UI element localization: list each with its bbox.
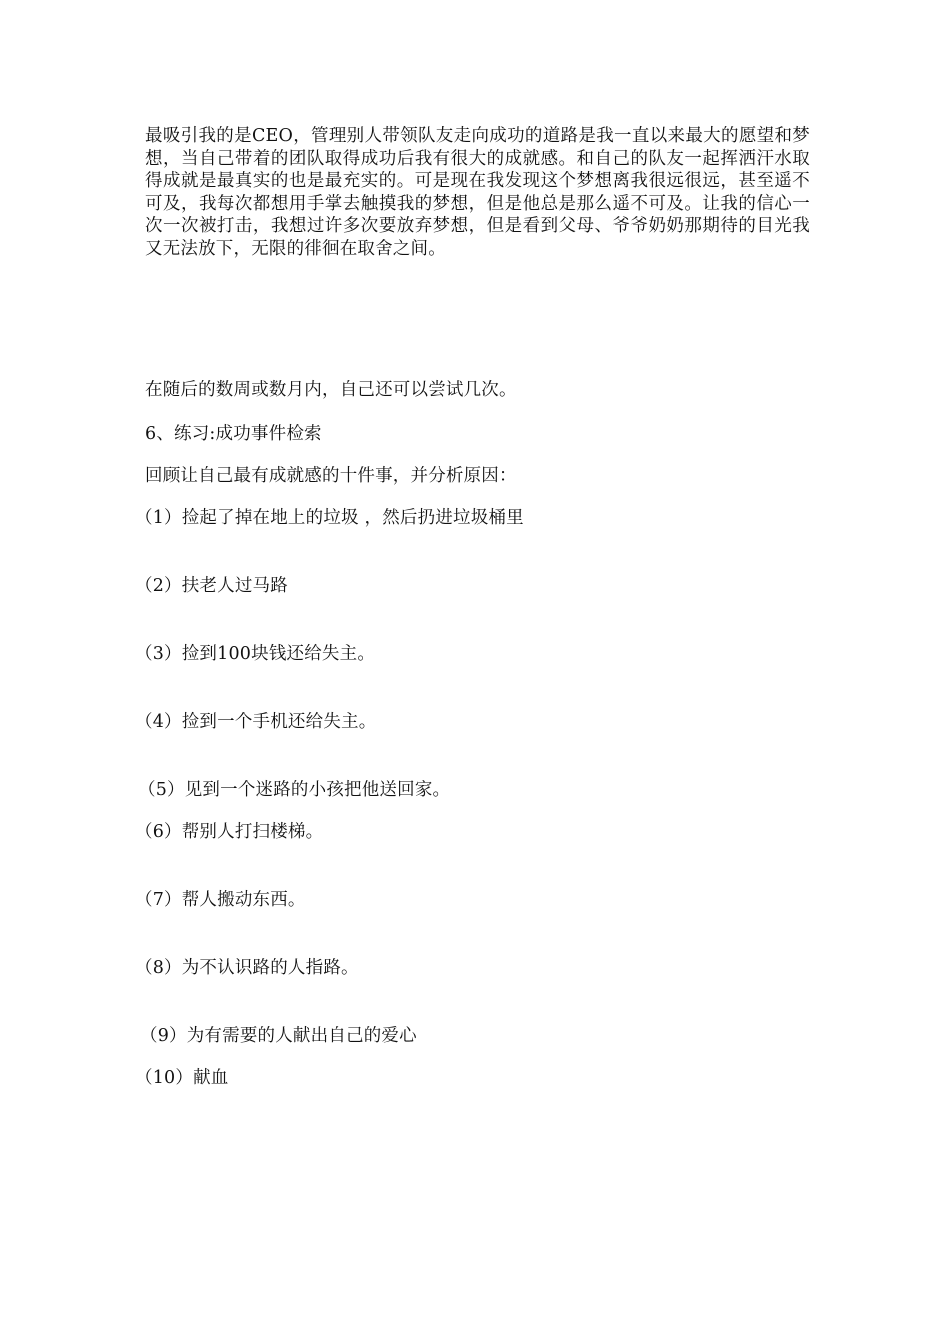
list-item-8: （8）为不认识路的人指路。: [135, 958, 359, 978]
list-item-10: （10）献血: [135, 1068, 229, 1088]
exercise-prompt: 回顾让自己最有成就感的十件事，并分析原因：: [145, 466, 517, 486]
list-item-5: （5）见到一个迷路的小孩把他送回家。: [138, 780, 451, 800]
list-item-6: （6）帮别人打扫楼梯。: [135, 822, 324, 842]
list-item-1: （1）捡起了掉在地上的垃圾 ，然后扔进垃圾桶里: [135, 508, 524, 528]
list-item-9: （9）为有需要的人献出自己的爱心: [140, 1026, 417, 1046]
list-item-4: （4）捡到一个手机还给失主。: [135, 712, 377, 732]
list-item-7: （7）帮人搬动东西。: [135, 890, 306, 910]
list-item-2: （2）扶老人过马路: [135, 576, 288, 596]
list-item-3: （3）捡到100块钱还给失主。: [135, 644, 376, 664]
try-again-line: 在随后的数周或数月内，自己还可以尝试几次。: [145, 380, 517, 400]
exercise-heading: 6、练习:成功事件检索: [145, 424, 322, 444]
intro-paragraph: 最吸引我的是CEO，管理别人带领队友走向成功的道路是我一直以来最大的愿望和梦想，当自己带着的团队取得成功后我有很大的成就感。和自己的队友一起挥洒汗水取得成就是最真实的也是最充实的。可是现在我发现这个梦想离我很远很远，甚至遥不可及，我每次都想用手掌去触摸我的梦想，但是他总是那么遥不可及。让我的信心一次一次被打击，我想过许多次要放弃梦想，但是看到父母、爷爷奶奶那期待的目光我又无法放下，无限的徘徊在取舍之间。: [145, 126, 810, 259]
